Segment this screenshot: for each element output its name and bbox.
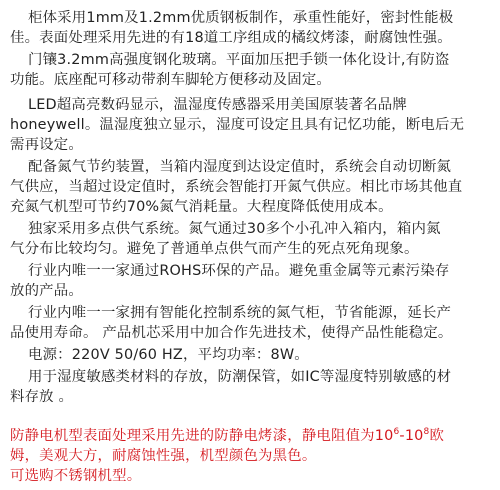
resistance-exponent-high: 8 (423, 427, 430, 438)
paragraph-7-line-1: 行业内唯一一家拥有智能化控制系统的氮气柜，节省能源，延长产 (28, 305, 452, 321)
paragraph-4-line-2: 气供应，当超过设定值时，系统会智能打开氮气供应。相比市场其他直 (10, 179, 463, 195)
resistance-exponent-low: 6 (393, 427, 400, 438)
paragraph-1-line-1: 柜体采用1mm及1.2mm优质钢板制作，承重性能好，密封性能极 (28, 10, 454, 26)
paragraph-2-line-2: 功能。底座配可移动带刹车脚轮方便移动及固定。 (10, 72, 331, 88)
paragraph-3-line-2: honeywell。温湿度独立显示，湿度可设定且具有记忆功能，断电后无 (10, 117, 465, 133)
paragraph-6-line-2: 放的产品。 (10, 283, 83, 299)
paragraph-9-line-2: 料存放 。 (10, 389, 74, 405)
antistatic-notice-line-2: 姆，美观大方，耐腐蚀性强，机型颜色为黑色。 (10, 448, 317, 464)
paragraph-9-line-1: 用于湿度敏感类材料的存放，防潮保管，如IC等湿度特别敏感的材 (28, 369, 452, 385)
paragraph-6-line-1: 行业内唯一一家通过ROHS环保的产品。避免重金属等元素污染存 (28, 263, 450, 279)
antistatic-notice-suffix: 欧 (429, 428, 445, 444)
paragraph-3-line-1: LED超高亮数码显示，温湿度传感器采用美国原装著名品牌 (28, 97, 407, 113)
paragraph-7-line-2: 品使用寿命。 产品机芯采用中加合作先进技术，使得产品性能稳定。 (10, 325, 453, 341)
antistatic-notice-line-1 (0, 426, 500, 446)
paragraph-4-line-3: 充氮气机型可节约70%氮气消耗量。大程度降低使用成本。 (10, 199, 393, 215)
paragraph-1-line-2: 佳。表面处理采用先进的有18道工序组成的橘纹烤漆，耐腐蚀性强。 (10, 30, 452, 46)
paragraph-4-line-1: 配备氮气节约装置，当箱内湿度到达设定值时，系统会自动切断氮 (28, 159, 452, 175)
paragraph-5-line-2: 气分布比较均匀。避免了普通单点供气而产生的死点死角现象。 (10, 241, 419, 257)
antistatic-notice-mid: -10 (399, 428, 424, 444)
paragraph-8-line-1: 电源：220V 50/60 HZ，平均功率：8W。 (28, 347, 309, 363)
antistatic-notice-prefix: 防静电机型表面处理采用先进的防静电烤漆，静电阻值为10 (10, 428, 394, 444)
paragraph-5-line-1: 独家采用多点供气系统。氮气通过30多个小孔冲入箱内，箱内氮 (28, 221, 441, 237)
paragraph-2-line-1: 门镶3.2mm高强度钢化玻璃。平面加压把手锁一体化设计,有防盗 (28, 52, 450, 68)
stainless-option-notice: 可选购不锈钢机型。 (10, 468, 142, 484)
paragraph-3-line-3: 需再设定。 (10, 137, 83, 153)
